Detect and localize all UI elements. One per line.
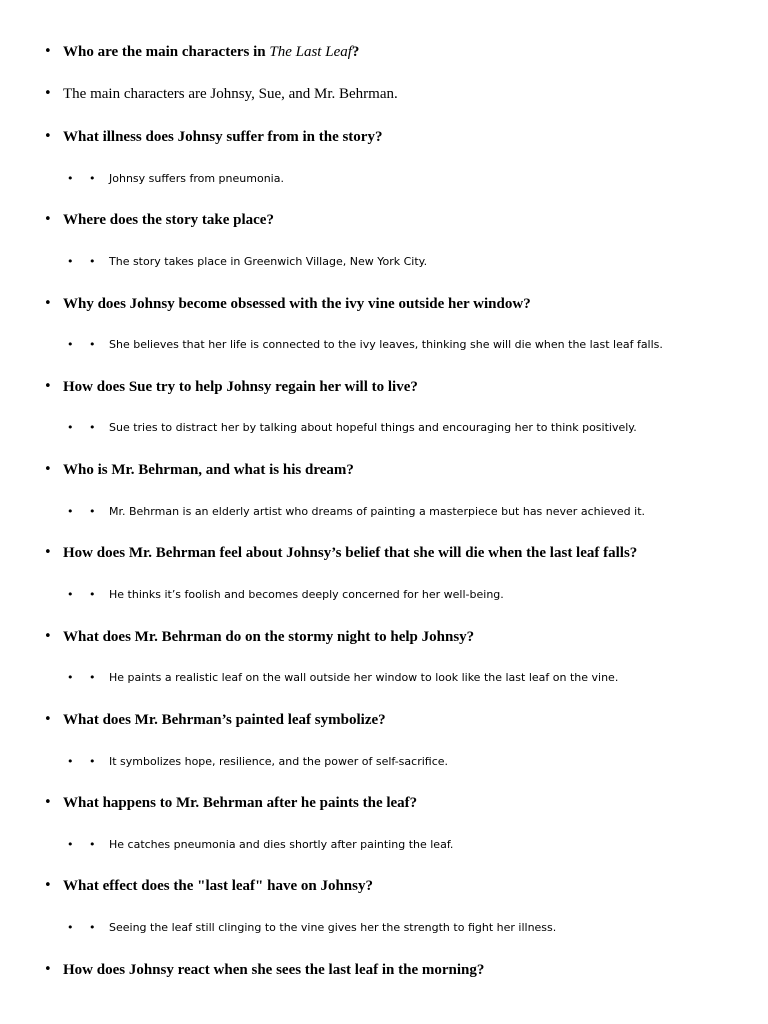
story-title: The Last Leaf	[269, 44, 352, 60]
answer-text: It symbolizes hope, resilience, and the power of self-sacrifice.	[109, 755, 449, 768]
question-prefix: Who are the main characters in	[63, 44, 270, 60]
bullet-icon: •	[89, 505, 96, 518]
list-item	[0, 375, 768, 399]
bullet-icon: •	[44, 129, 52, 144]
bullet-icon: •	[44, 795, 52, 810]
bullet-icon: •	[67, 172, 74, 185]
bullet-icon: •	[89, 421, 96, 434]
answer-item	[0, 916, 768, 940]
list-item	[0, 625, 768, 649]
question-text: What does Mr. Behrman do on the stormy night to help Johnsy?	[63, 629, 475, 645]
question-text: How does Mr. Behrman feel about Johnsy’s belief that she will die when the last leaf falls?	[63, 545, 638, 561]
question-text: Who is Mr. Behrman, and what is his dream?	[63, 462, 354, 478]
bullet-icon: •	[44, 545, 52, 560]
bullet-icon: •	[67, 338, 74, 351]
bullet-icon: •	[67, 588, 74, 601]
answer-item	[0, 333, 768, 357]
bullet-icon: •	[67, 421, 74, 434]
bullet-icon: •	[89, 921, 96, 934]
list-item	[0, 708, 768, 732]
bullet-icon: •	[67, 255, 74, 268]
answer-text: The story takes place in Greenwich Village, New York City.	[109, 255, 428, 268]
answer-item	[0, 750, 768, 774]
bullet-icon: •	[89, 671, 96, 684]
answer-item	[0, 583, 768, 607]
answer-item	[0, 833, 768, 857]
bullet-icon: •	[44, 878, 52, 893]
answer-item	[0, 416, 768, 440]
answer-item	[0, 167, 768, 191]
bullet-icon: •	[44, 629, 52, 644]
bullet-icon: •	[44, 212, 52, 227]
question-text: How does Johnsy react when she sees the last leaf in the morning?	[63, 962, 485, 978]
question-suffix: ?	[351, 44, 360, 60]
bullet-icon: •	[44, 462, 52, 477]
bullet-icon: •	[89, 255, 96, 268]
question-text: What happens to Mr. Behrman after he paints the leaf?	[63, 795, 418, 811]
question-text: What does Mr. Behrman’s painted leaf symbolize?	[63, 712, 386, 728]
answer-text: He catches pneumonia and dies shortly after painting the leaf.	[109, 838, 454, 851]
list-item	[0, 40, 768, 64]
question-text	[63, 40, 359, 64]
list-item	[0, 208, 768, 232]
bullet-icon: •	[89, 172, 96, 185]
question-text: What illness does Johnsy suffer from in the story?	[63, 129, 383, 145]
list-item	[0, 125, 768, 149]
bullet-icon: •	[44, 379, 52, 394]
answer-text: Mr. Behrman is an elderly artist who dreams of painting a masterpiece but has never achieved it.	[109, 505, 646, 518]
bullet-icon: •	[89, 755, 96, 768]
answer-text: He paints a realistic leaf on the wall outside her window to look like the last leaf on the vine.	[109, 671, 619, 684]
answer-text: He thinks it’s foolish and becomes deeply concerned for her well-being.	[109, 588, 504, 601]
answer-text: Sue tries to distract her by talking about hopeful things and encouraging her to think positively.	[109, 421, 637, 434]
bullet-icon: •	[44, 296, 52, 311]
answer-text: The main characters are Johnsy, Sue, and Mr. Behrman.	[63, 86, 398, 102]
question-text: How does Sue try to help Johnsy regain her will to live?	[63, 379, 418, 395]
list-item	[0, 958, 768, 982]
bullet-icon: •	[44, 712, 52, 727]
bullet-icon: •	[89, 588, 96, 601]
answer-item	[0, 666, 768, 690]
answer-text: Seeing the leaf still clinging to the vine gives her the strength to fight her illness.	[109, 921, 557, 934]
list-item	[0, 458, 768, 482]
bullet-icon: •	[67, 505, 74, 518]
question-text: What effect does the "last leaf" have on Johnsy?	[63, 878, 373, 894]
list-item	[0, 541, 768, 565]
bullet-icon: •	[89, 838, 96, 851]
answer-item	[0, 500, 768, 524]
answer-text: Johnsy suffers from pneumonia.	[109, 172, 284, 185]
bullet-icon: •	[89, 338, 96, 351]
bullet-icon: •	[67, 671, 74, 684]
bullet-icon: •	[44, 962, 52, 977]
question-text: Why does Johnsy become obsessed with the ivy vine outside her window?	[63, 296, 531, 312]
list-item	[0, 791, 768, 815]
answer-text: She believes that her life is connected to the ivy leaves, thinking she will die when the last leaf falls.	[109, 338, 663, 351]
answer-item	[0, 250, 768, 274]
list-item	[0, 82, 768, 106]
bullet-icon: •	[67, 838, 74, 851]
bullet-icon: •	[67, 921, 74, 934]
question-text: Where does the story take place?	[63, 212, 274, 228]
bullet-icon: •	[44, 86, 52, 101]
bullet-icon: •	[44, 44, 52, 59]
list-item	[0, 292, 768, 316]
list-item	[0, 874, 768, 898]
bullet-icon: •	[67, 755, 74, 768]
